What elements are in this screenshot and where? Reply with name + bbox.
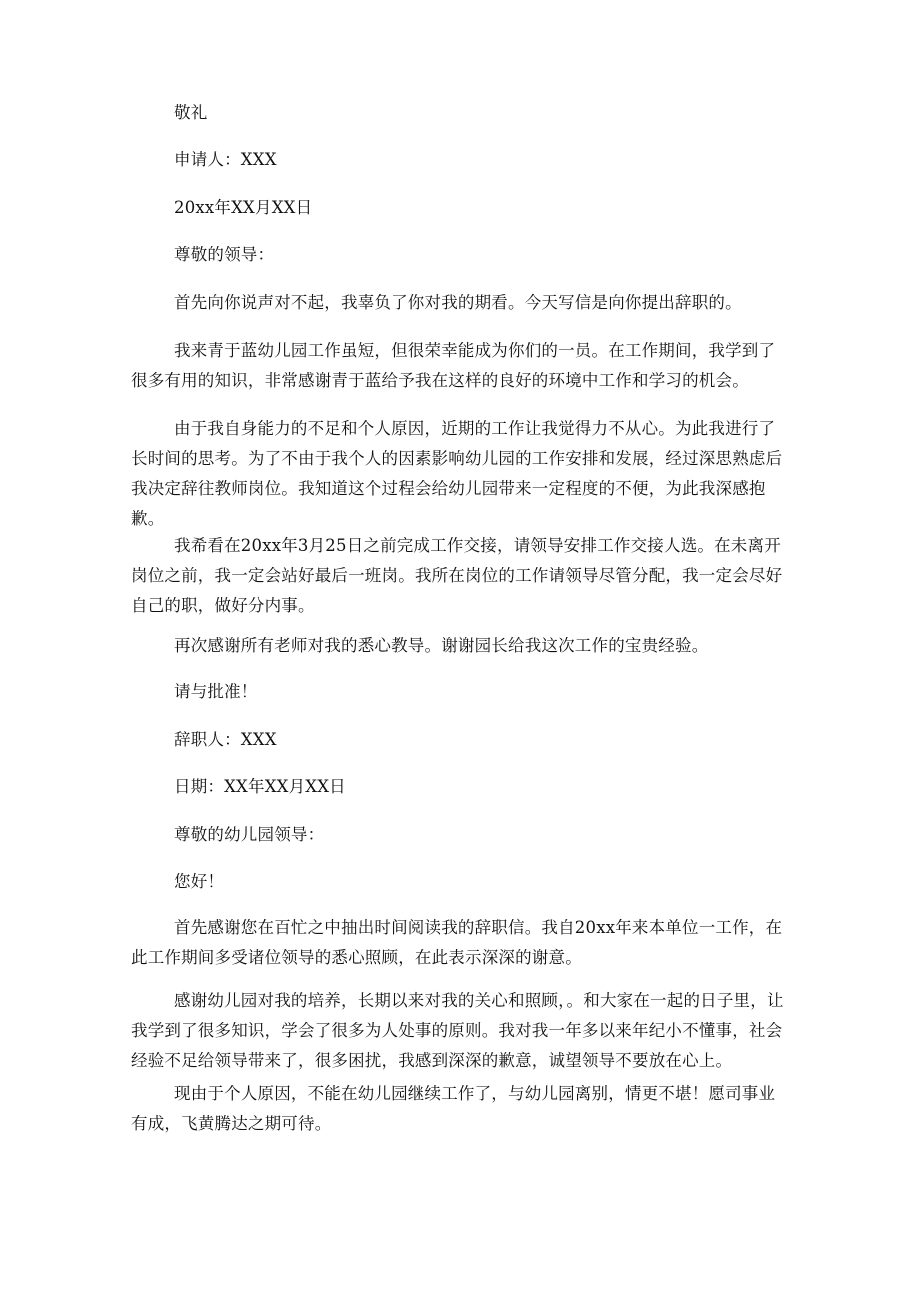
approval-request: 请与批准！ — [174, 682, 258, 701]
body-paragraph-gratitude: 我来青于蓝幼儿园工作虽短，但很荣幸能成为你们的一员。在工作期间，我学到了很多有用的知识，非常感谢青于蓝给予我在这样的良好的环境中工作和学习的机会。 — [131, 341, 776, 390]
greeting-leader: 尊敬的领导： — [174, 245, 275, 264]
resignation-date: 日期：XX年XX月XX日 — [174, 777, 346, 796]
body-paragraph-cultivation: 感谢幼儿园对我的培养，长期以来对我的关心和照顾，。和大家在一起的日子里，让我学到了很多知识，学会了很多为人处事的原则。我对我一年多以来年纪小不懂事，社会经验不足给领导带来了，很多困扰，我感到深深的歉意，诚望领导不要放在心上。 — [131, 991, 784, 1070]
applicant-line: 申请人：XXX — [174, 150, 277, 169]
body-paragraph-thanks: 再次感谢所有老师对我的悉心教导。谢谢园长给我这次工作的宝贵经验。 — [174, 636, 709, 655]
body-paragraph-farewell: 现由于个人原因，不能在幼儿园继续工作了，与幼儿园离别，情更不堪！愿司事业有成，飞黄腾达之期可待。 — [131, 1084, 776, 1133]
body-paragraph-apology: 首先向你说声对不起，我辜负了你对我的期看。今天写信是向你提出辞职的。 — [174, 293, 742, 312]
hello-line: 您好！ — [174, 872, 225, 891]
closing-salutation: 敬礼 — [174, 103, 208, 122]
body-paragraph-handover: 我希看在20xx年3月25日之前完成工作交接，请领导安排工作交接人选。在未离开岗位之前，我一定会站好最后一班岗。我所在岗位的工作请领导尽管分配，我一定会尽好自己的职，做好分内事。 — [131, 536, 783, 615]
body-paragraph-reasons: 由于我自身能力的不足和个人原因，近期的工作让我觉得力不从心。为此我进行了长时间的思考。为了不由于我个人的因素影响幼儿园的工作安排和发展，经过深思熟虑后我决定辞往教师岗位。我知道这个过程会给幼儿园带来一定程度的不便，为此我深感抱歉。 — [131, 419, 783, 528]
greeting-kindergarten-leader: 尊敬的幼儿园领导： — [174, 825, 325, 844]
body-paragraph-reading-thanks: 首先感谢您在百忙之中抽出时间阅读我的辞职信。我自20xx年来本单位一工作，在此工作期间多受诸位领导的悉心照顾，在此表示深深的谢意。 — [131, 918, 783, 967]
application-date: 20xx年XX月XX日 — [174, 198, 313, 217]
resigner-line: 辞职人：XXX — [174, 730, 277, 749]
